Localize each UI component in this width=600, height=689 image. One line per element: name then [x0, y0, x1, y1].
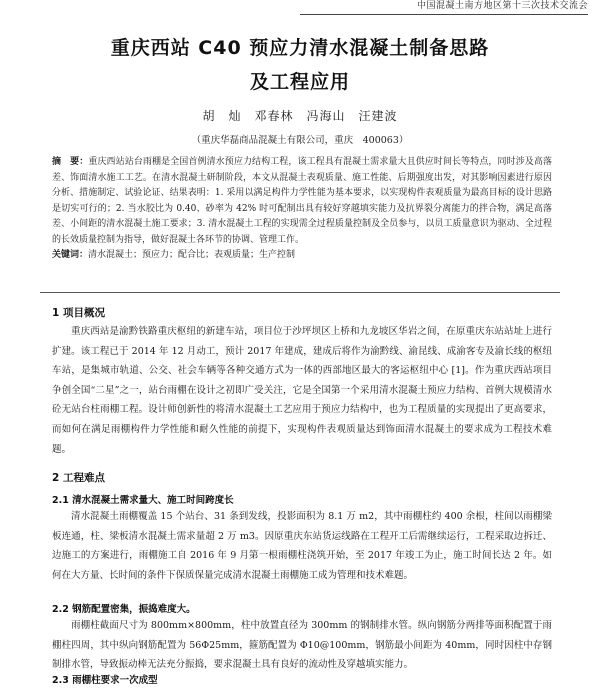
paper-title-line1: 重庆西站 C40 预应力清水混凝土制备思路: [110, 37, 490, 59]
section-2-2-heading: 2.2 钢筋配置密集，振捣难度大。: [52, 604, 196, 615]
keywords: [52, 248, 552, 264]
abstract: [52, 155, 552, 248]
section-2-1-body: 清水混凝土雨棚覆盖 15 个站台、31 条到发线，投影面积为 8.1 万 m2，其中雨棚柱约 400 余根，柱间以雨棚梁板连通，柱、梁板清水混凝土需求量超 2 万 m3。因原重庆东站货运线路在工程开工后需继续运行，工程采取边拆迁、边施工的方案进行，雨棚施工自 2016 年 9 月第一根雨棚柱浇筑开始，至 2017 年竣工为止，施工时间长达 2 年。如何在大方量、长时间的条件下保质保量完成清水混凝土雨棚施工成为管理和技术难题。: [52, 511, 552, 581]
running-header: 中国混凝土南方地区第十三次技术交流会: [300, 0, 588, 15]
section-2-heading: 2 工程难点: [52, 472, 105, 484]
divider: [40, 292, 560, 293]
keywords-text: 清水混凝土；预应力；配合比；表观质量；生产控制: [88, 250, 296, 260]
abstract-block: [52, 155, 552, 264]
author-list: 胡 灿 邓春林 冯海山 汪建波: [202, 109, 398, 123]
abstract-text: 重庆西站站台雨棚是全国首例清水预应力结构工程，该工程具有混凝土需求量大且供应时间长等特点，同时涉及高落差、饰面清水施工工艺。在清水混凝土研制阶段，本文从混凝土表观质量、施工性能、后期强度出发，对其影响因素进行原因分析、措施制定、试验论证、结果表明：1. 采用以满足构件力学性能为基本要求，以实现构件表观质量为最高目标的设计思路是切实可行的；2. 当水胶比为 0.40、砂率为 42% 时可配制出具有较好穿越填实能力及抗界裂分离能力的拌合物，满足高落差、小间距的清水混凝土施工要求；3. 清水混凝土工程的实现需全过程质量控制及全员参与，以员工质量意识为驱动、全过程的长效质量控制为指导，做好混凝土各环节的协调、管理工作。: [52, 157, 552, 245]
keywords-label: 关键词：: [52, 250, 89, 260]
section-2-3-heading: 2.3 雨棚柱要求一次成型: [52, 675, 158, 686]
affiliation: （重庆华磊商品混凝土有限公司，重庆 400063）: [191, 135, 409, 146]
paper-title-line2: 及工程应用: [249, 71, 350, 93]
section-2-2-body: 雨棚柱截面尺寸为 800mm×800mm，柱中放置直径为 300mm 的钢制排水管。纵向钢筋分两排等面积配置于雨棚柱四周，其中纵向钢筋配置为 56Φ25mm，箍筋配置为 Φ10@100mm，钢筋最小间距为 40mm，同时因柱中存钢制排水管，导致振动棒无法充分振捣，要求混凝土具有良好的流动性及穿越填实能力。: [52, 620, 552, 671]
section-1-body: 重庆西站是渝黔铁路重庆枢纽的新建车站，项目位于沙坪坝区上桥和九龙坡区华岩之间，在原重庆东站站址上进行扩建。该工程已于 2014 年 12 月动工，预计 2017 年建成，建成后将作为渝黔线、渝昆线、成渝客专及渝长线的枢纽车站，是集城市轨道、公交、社会车辆等各种交通方式为一体的西部地区最大的客运枢纽中心 [1]。作为重庆西站项目争创全国“二星”之一，站台雨棚在设计之初即广受关注，它是全国第一个采用清水混凝土预应力结构、首例大规模清水砼无站台柱雨棚工程。设计师创新性的将清水混凝土工艺应用于预应力结构中，也为工程质量的实现提出了更高要求，而如何在满足雨棚构件力学性能和耐久性能的前提下，实现构件表观质量达到饰面清水混凝土的要求成为工程技术难题。: [52, 326, 552, 455]
section-1-heading: 1 项目概况: [52, 307, 105, 319]
abstract-label: 摘 要：: [52, 157, 89, 167]
section-2-1-heading: 2.1 清水混凝土需求量大、施工时间跨度长: [52, 495, 234, 506]
